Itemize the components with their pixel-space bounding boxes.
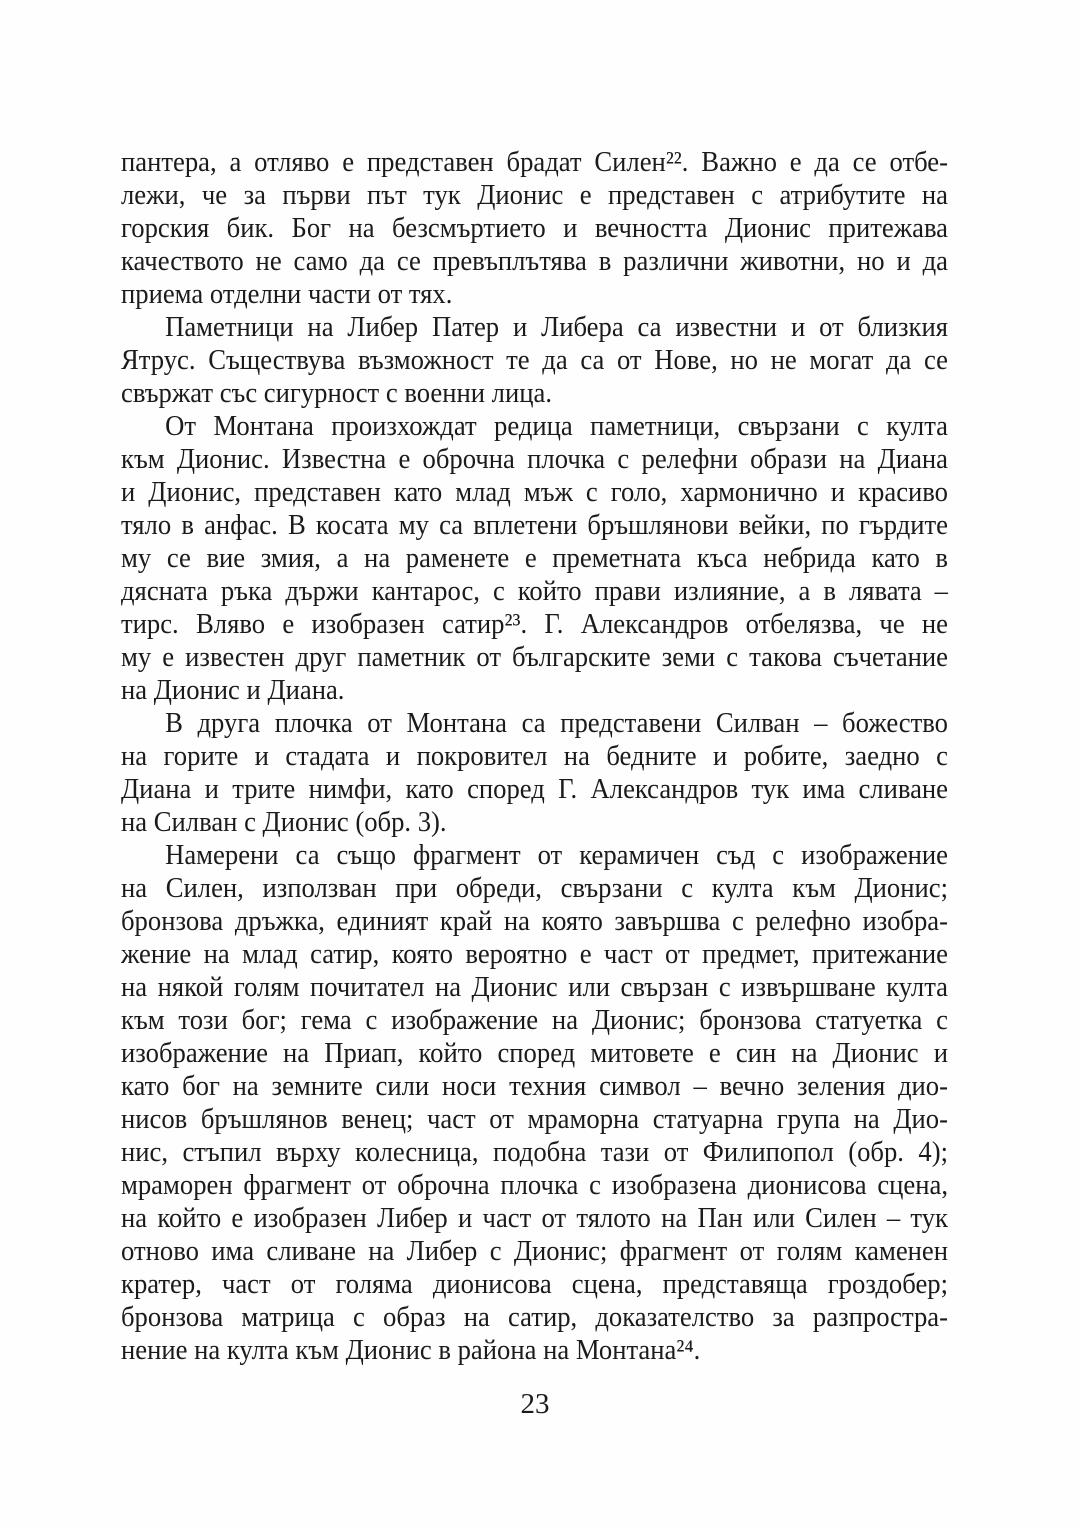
- paragraph: [121, 707, 949, 839]
- text-line: тирс. Вляво е изобразен сатир²³. Г. Александров отбелязва, че не: [121, 608, 949, 640]
- text-line: жение на млад сатир, която вероятно е част от предмет, притежание: [121, 938, 949, 970]
- page-number: 23: [520, 1388, 550, 1420]
- text-line: бронзова дръжка, единият край на която завършва с релефно изобра-: [121, 905, 949, 937]
- text-line: От Монтана произхождат редица паметници, свързани с култа: [165, 410, 949, 442]
- paragraph: [121, 839, 949, 1367]
- text-line: кратер, част от голяма дионисова сцена, представяща гроздобер;: [121, 1268, 949, 1300]
- text-line: отново има сливане на Либер с Дионис; фрагмент от голям каменен: [121, 1235, 949, 1267]
- text-line: нисов бръшлянов венец; част от мраморна статуарна група на Дио-: [121, 1103, 949, 1135]
- text-line: качеството не само да се превъплътява в различни животни, но и да: [121, 245, 949, 277]
- text-line: Паметници на Либер Патер и Либера са известни и от близкия: [165, 311, 949, 343]
- text-line: мраморен фрагмент от оброчна плочка с изобразена дионисова сцена,: [121, 1169, 949, 1201]
- text-line: свържат със сигурност с военни лица.: [121, 377, 552, 409]
- paragraph: [121, 146, 949, 311]
- text-line: лежи, че за първи път тук Дионис е представен с атрибутите на: [121, 179, 949, 211]
- text-line: тяло в анфас. В косата му са вплетени бръшлянови вейки, по гърдите: [121, 509, 949, 541]
- text-line: на някой голям почитател на Дионис или свързан с извършване култа: [121, 971, 949, 1003]
- text-line: на Дионис и Диана.: [121, 674, 345, 706]
- text-line: на който е изобразен Либер и част от тялото на Пан или Силен – тук: [121, 1202, 949, 1234]
- text-line: дясната ръка държи кантарос, с който прави излияние, а в лявата –: [121, 575, 949, 607]
- text-line: бронзова матрица с образ на сатир, доказателство за разпростра-: [121, 1301, 949, 1333]
- text-line: нение на култа към Дионис в района на Монтана²⁴.: [121, 1334, 701, 1366]
- text-line: му е известен друг паметник от българските земи с такова съчетание: [121, 641, 949, 673]
- text-line: приема отделни части от тях.: [121, 278, 453, 310]
- text-line: изображение на Приап, който според митовете е син на Дионис и: [121, 1037, 949, 1069]
- text-line: В друга плочка от Монтана са представени Силван – божество: [165, 707, 949, 739]
- text-line: пантера, а отляво е представен брадат Силен²². Важно е да се отбе-: [121, 146, 949, 178]
- text-line: на горите и стадата и покровител на бедните и робите, заедно с: [121, 740, 949, 772]
- text-line: на Силен, използван при обреди, свързани с култа към Дионис;: [121, 872, 949, 904]
- text-line: Ятрус. Съществува възможност те да са от Нове, но не могат да се: [121, 344, 949, 376]
- text-line: към този бог; гема с изображение на Дионис; бронзова статуетка с: [121, 1004, 949, 1036]
- text-line: нис, стъпил върху колесница, подобна тази от Филипопол (обр. 4);: [121, 1136, 949, 1168]
- paragraph: [121, 311, 949, 410]
- text-line: на Силван с Дионис (обр. 3).: [121, 806, 447, 838]
- text-line: му се вие змия, а на раменете е преметната къса небрида като в: [121, 542, 949, 574]
- body-text: [121, 146, 949, 1367]
- text-line: горския бик. Бог на безсмъртието и вечността Дионис притежава: [121, 212, 949, 244]
- text-line: Диана и трите нимфи, като според Г. Александров тук има сливане: [121, 773, 949, 805]
- paragraph: [121, 410, 949, 707]
- text-line: Намерени са също фрагмент от керамичен съд с изображение: [165, 839, 949, 871]
- text-line: към Дионис. Известна е оброчна плочка с релефни образи на Диана: [121, 443, 949, 475]
- text-line: като бог на земните сили носи техния символ – вечно зеления дио-: [121, 1070, 949, 1102]
- text-line: и Дионис, представен като млад мъж с голо, хармонично и красиво: [121, 476, 949, 508]
